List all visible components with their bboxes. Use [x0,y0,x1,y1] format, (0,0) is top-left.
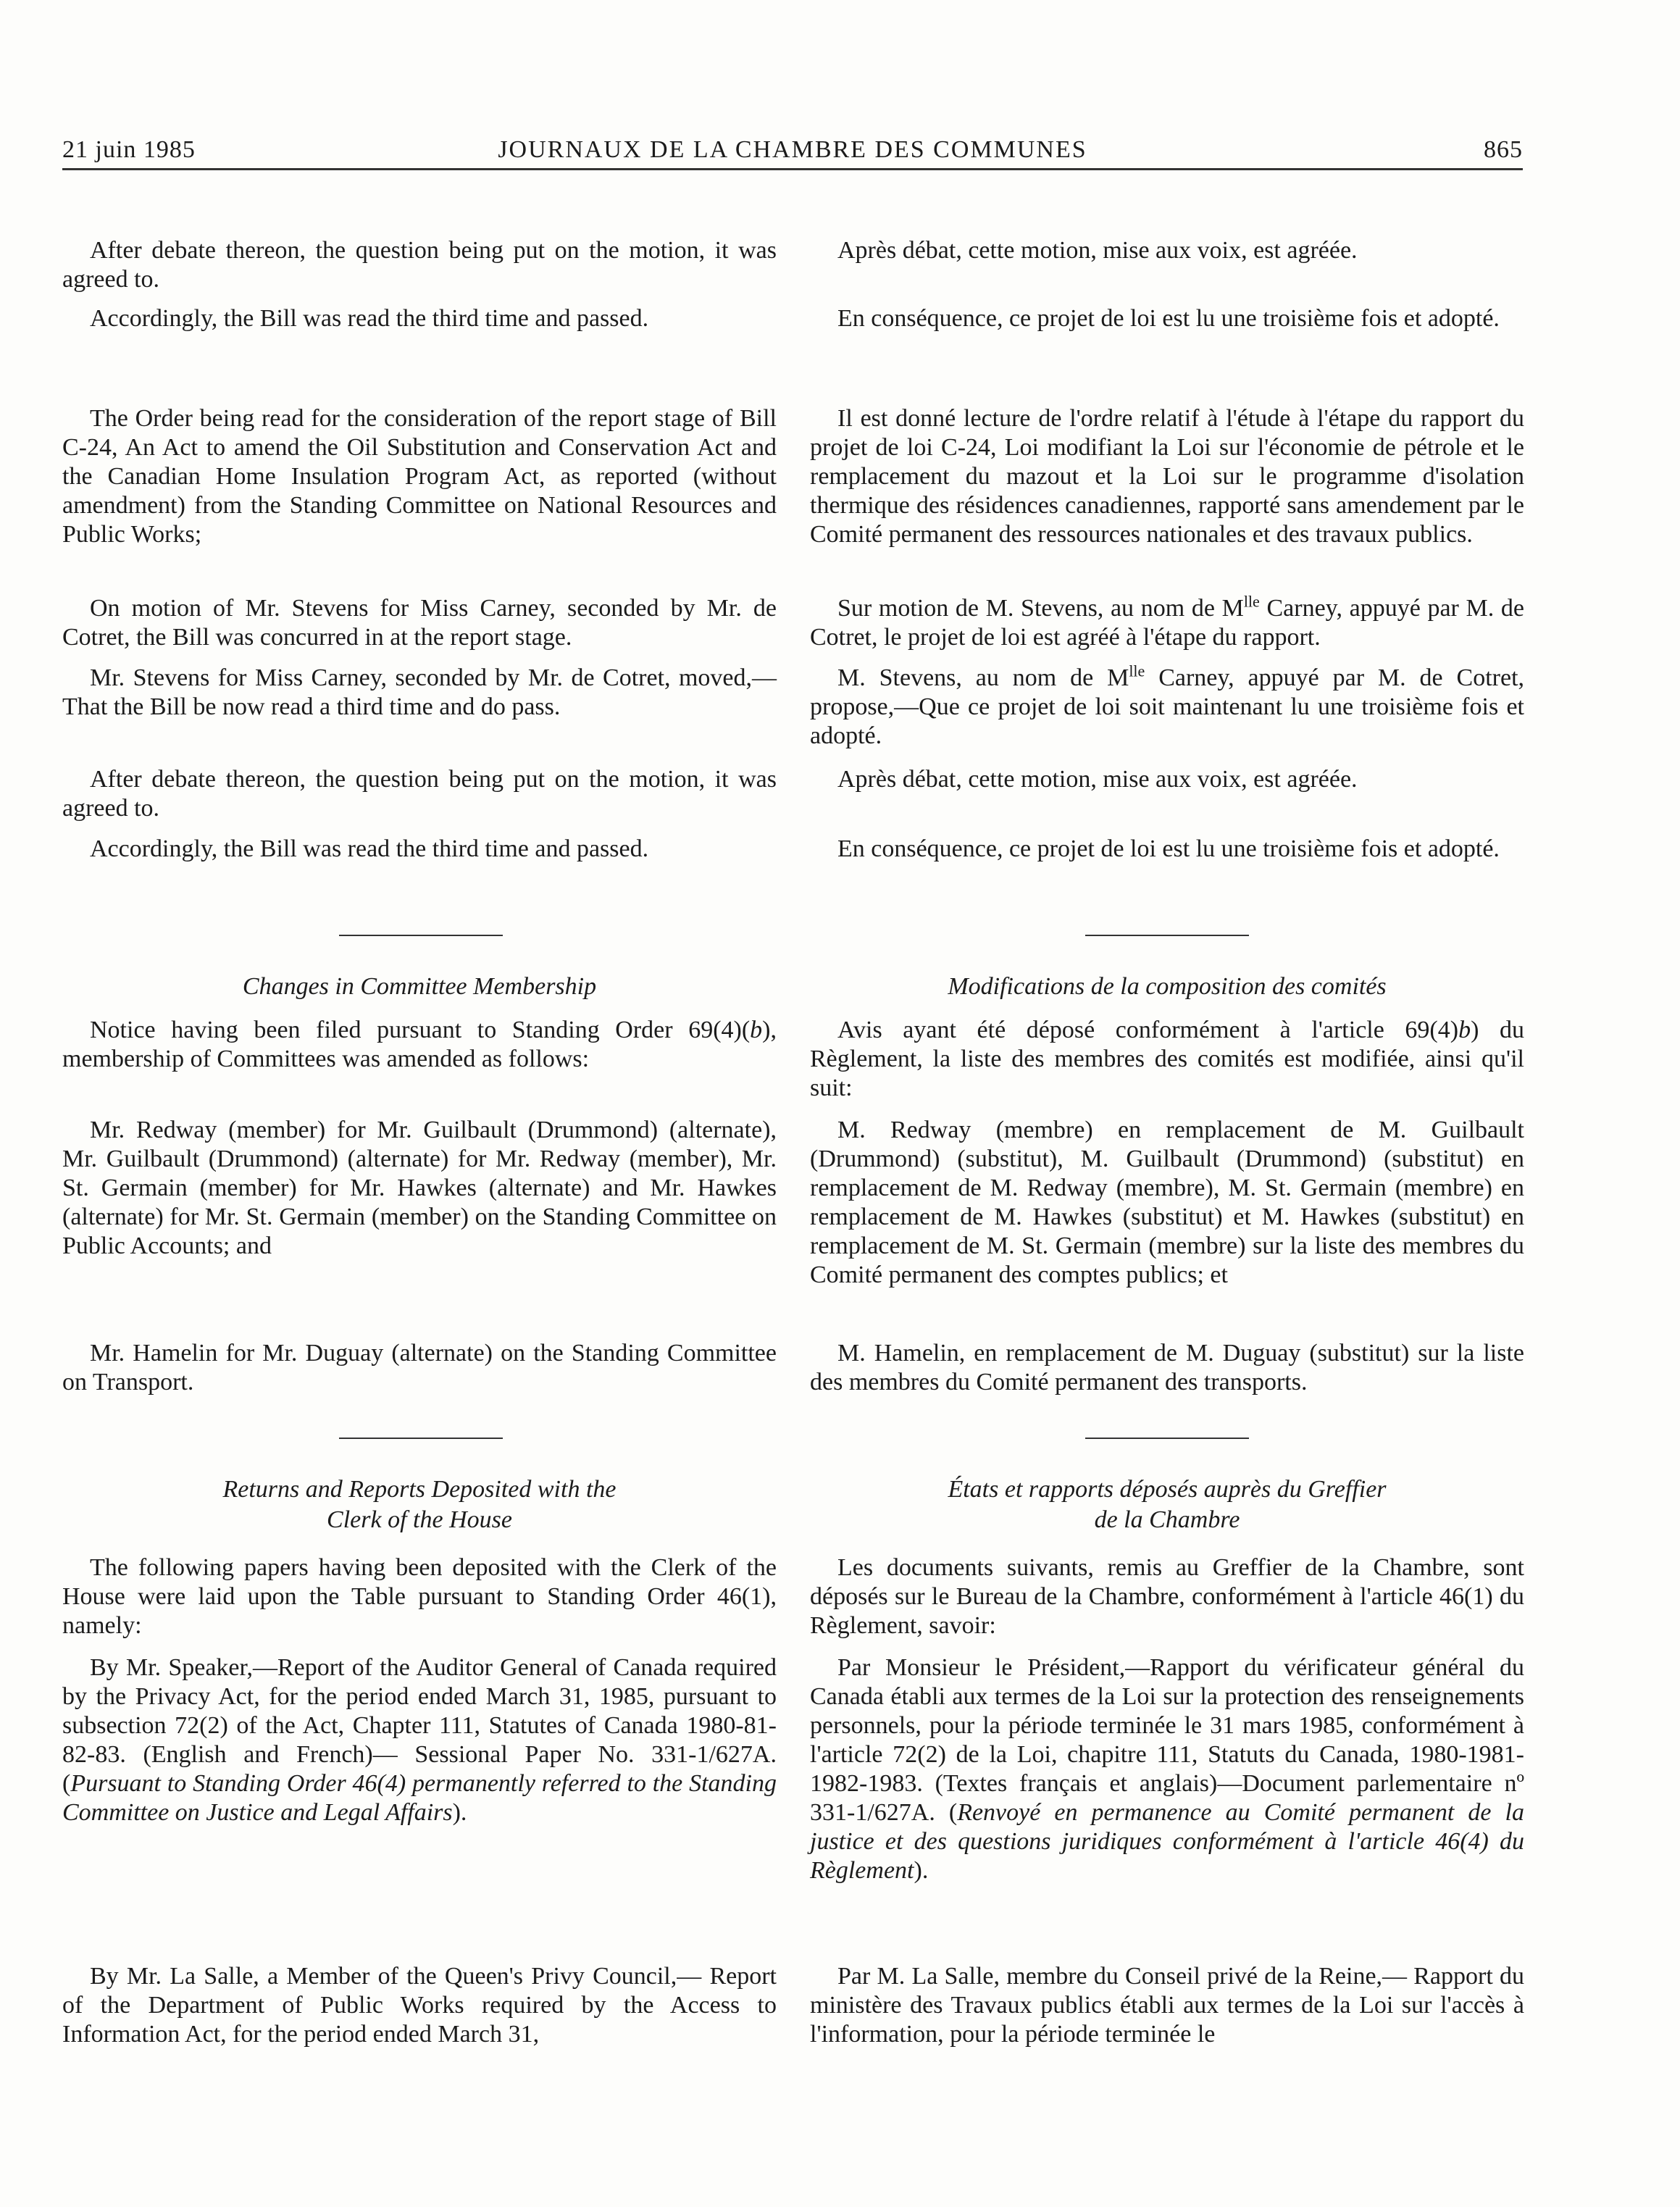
paragraph: The Order being read for the consideration of the report stage of Bill C-24, An Act to amend the Oil Substitution and Conservation Act and the Canadian Home Insulation Program Act, as reported (without amendment) from the Standing Committee on National Resources and Public Works; [62,405,777,548]
page-number: 865 [1484,136,1523,163]
text-run: b [750,1017,763,1043]
section-heading: Changes in Committee Membership [242,973,597,1000]
text-run: Carney, appuyé par M. de Cotret, le projet de loi est agréé à l'étape du rapport. [810,595,1525,651]
section-heading-line: de la Chambre [1094,1506,1240,1533]
paragraph: Accordingly, the Bill was read the third time and passed. [90,305,649,332]
section-divider [1085,1438,1249,1439]
paragraph: Les documents suivants, remis au Greffier de la Chambre, sont déposés sur le Bureau de la Chambre, conformément à l'article 46(1) du Règlement, savoir: [810,1554,1524,1639]
paragraph: Après débat, cette motion, mise aux voix, est agréée. [837,766,1358,793]
text-run: lle [1129,662,1145,680]
text-run: Sur motion de M. Stevens, au nom de M [837,595,1244,622]
paragraph: Il est donné lecture de l'ordre relatif à l'étude à l'étape du rapport du projet de loi C-24, Loi modifiant la Loi sur l'économie de pétrole et le remplacement du mazout et la Loi sur le programme d'isolation thermique des résidences canadiennes, rapporté sans amendement par le Comité permanent des ressources nationales et des travaux publics. [810,405,1524,548]
text-run: lle [1243,592,1260,611]
text-run: ) du Règlement, la liste des membres des comités est modifiée, ainsi qu'il suit: [810,1017,1524,1101]
paragraph: The following papers having been deposited with the Clerk of the House were laid upon the Table pursuant to Standing Order 46(1), namely: [62,1554,777,1639]
header-date: 21 juin 1985 [62,136,196,163]
paragraph [62,1016,777,1074]
text-run: Pursuant to Standing Order 46(4) permanently referred to the Standing Committee on Justice and Legal Affairs [62,1770,777,1826]
paragraph: En conséquence, ce projet de loi est lu une troisième fois et adopté. [837,305,1500,332]
paragraph: By Mr. La Salle, a Member of the Queen's Privy Council,— Report of the Department of Public Works required by the Access to Information Act, for the period ended March 31, [62,1963,777,2048]
paragraph: Mr. Redway (member) for Mr. Guilbault (Drummond) (alternate), Mr. Guilbault (Drummond) (alternate) for Mr. Redway (member), Mr. St. Germain (member) for Mr. Hawkes (alternate) and Mr. Hawkes (alternate) for Mr. St. Germain (member) on the Standing Committee on Public Accounts; and [62,1117,777,1259]
paragraph: En conséquence, ce projet de loi est lu une troisième fois et adopté. [837,835,1500,862]
text-run: ). [452,1799,467,1826]
section-divider [339,1438,503,1439]
text-run: ). [914,1857,929,1884]
paragraph [810,664,1524,751]
paragraph: After debate thereon, the question being put on the motion, it was agreed to. [62,237,777,293]
paragraph: M. Redway (membre) en remplacement de M. Guilbault (Drummond) (substitut), M. Guilbault (Drummond) (substitut) en remplacement de M. Redway (membre), M. St. Germain (membre) en remplacement de M. Hawkes (substitut) et M. Hawkes (substitut) en remplacement de M. St. Germain (membre) sur la liste des membres du Comité permanent des comptes publics; et [810,1117,1524,1288]
text-run: Carney, appuyé par M. de Cotret, propose,—Que ce projet de loi soit maintenant lu une troisième fois et adopté. [810,664,1525,749]
header-title: JOURNAUX DE LA CHAMBRE DES COMMUNES [498,136,1087,163]
paragraph: Mr. Hamelin for Mr. Duguay (alternate) on the Standing Committee on Transport. [62,1340,777,1395]
paragraph: On motion of Mr. Stevens for Miss Carney, seconded by Mr. de Cotret, the Bill was concurred in at the report stage. [62,595,777,651]
text-run: Notice having been filed pursuant to Standing Order 69(4)( [90,1017,751,1043]
section-heading-line: Clerk of the House [327,1506,512,1533]
paragraph: Mr. Stevens for Miss Carney, seconded by Mr. de Cotret, moved,—That the Bill be now read a third time and do pass. [62,664,777,720]
section-heading-line: Returns and Reports Deposited with the [222,1476,617,1503]
text-run: b [1458,1017,1471,1043]
paragraph [62,1653,777,1827]
paragraph [810,1653,1524,1885]
text-run: Avis ayant été déposé conformément à l'article 69(4) [837,1017,1459,1043]
paragraph: M. Hamelin, en remplacement de M. Duguay (substitut) sur la liste des membres du Comité permanent des transports. [810,1340,1524,1395]
section-divider [1085,935,1249,936]
running-header [62,133,1523,170]
paragraph: Après débat, cette motion, mise aux voix, est agréée. [837,237,1358,264]
paragraph: Par M. La Salle, membre du Conseil privé de la Reine,— Rapport du ministère des Travaux publics établi aux termes de la Loi sur l'accès à l'information, pour la période terminée le [810,1963,1524,2048]
text-run: M. Stevens, au nom de M [837,664,1129,691]
paragraph: After debate thereon, the question being put on the motion, it was agreed to. [62,766,777,822]
text-run: Renvoyé en permanence au Comité permanent de la justice et des questions juridiques conformément à l'article 46(4) du Règlement [810,1799,1524,1884]
paragraph: Accordingly, the Bill was read the third time and passed. [90,835,649,862]
text-run: Par Monsieur le Président,—Rapport du vérificateur général du Canada établi aux termes de la Loi sur la protection des renseignements personnels, pour la période terminée le 31 mars 1985, conformément à l'article 72(2) de la Loi, chapitre 111, Statuts du Canada, 1980-1981-1982-1983. (Textes français et anglais)—Document parlementaire nº 331-1/627A. ( [810,1654,1524,1826]
text-run: ), membership of Committees was amended as follows: [62,1017,777,1072]
text-run: By Mr. Speaker,—Report of the Auditor General of Canada required by the Privacy Act, for the period ended March 31, 1985, pursuant to subsection 72(2) of the Act, Chapter 111, Statutes of Canada 1980-81-82-83. (English and French)— Sessional Paper No. 331-1/627A. ( [62,1654,777,1797]
section-heading-line: États et rapports déposés auprès du Greffier [948,1476,1387,1503]
section-heading: Modifications de la composition des comités [948,973,1387,1000]
paragraph [810,594,1524,652]
section-divider [339,935,503,936]
paragraph [810,1016,1524,1103]
